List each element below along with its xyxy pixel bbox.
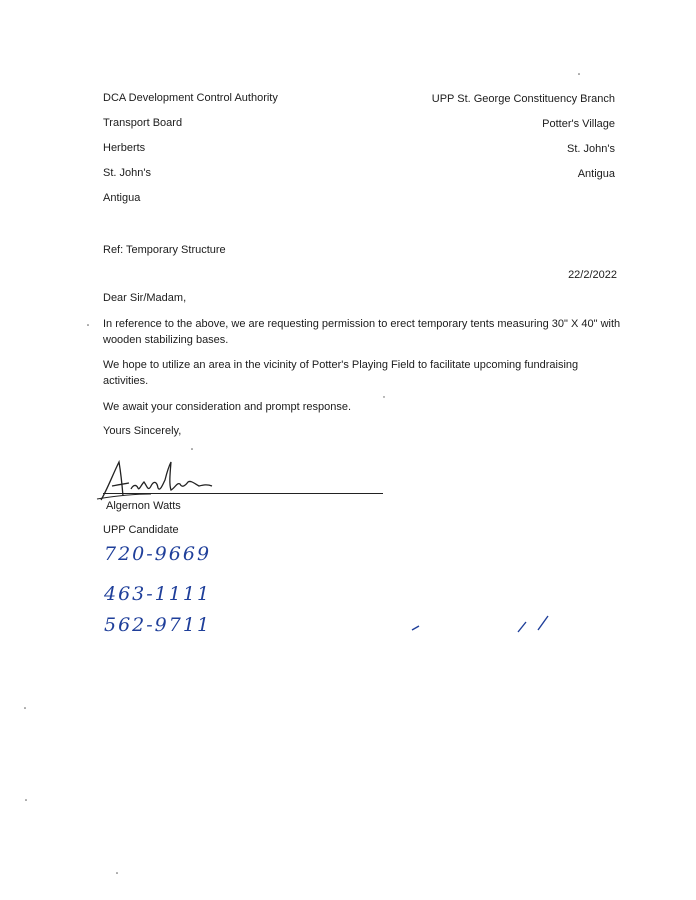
handwritten-phone-3: 562-9711	[104, 614, 212, 636]
sender-line-2: Potter's Village	[542, 118, 615, 130]
handwritten-phone-1: 720-9669	[104, 543, 212, 565]
recipient-line-1: DCA Development Control Authority	[103, 92, 278, 104]
closing: Yours Sincerely,	[103, 425, 182, 437]
salutation: Dear Sir/Madam,	[103, 292, 187, 304]
sender-line-3: St. John's	[567, 143, 615, 155]
body-paragraph-2: We hope to utilize an area in the vicinity of Potter's Playing Field to facilitate upcoming fundraising activities.	[103, 359, 579, 387]
recipient-line-3: Herberts	[103, 142, 146, 154]
recipient-line-5: Antigua	[103, 192, 141, 204]
body-paragraph-1: In reference to the above, we are requesting permission to erect temporary tents measuring 30" X 40" with wooden stabilizing bases.	[103, 318, 621, 346]
sender-line-4: Antigua	[577, 168, 615, 180]
signer-title: UPP Candidate	[103, 524, 179, 536]
body-paragraph-3: We await your consideration and prompt response.	[103, 401, 352, 413]
letter-date: 22/2/2022	[568, 269, 617, 281]
handwritten-phone-2: 463-1111	[104, 583, 212, 605]
reference-line: Ref: Temporary Structure	[103, 244, 226, 256]
signer-name: Algernon Watts	[106, 500, 181, 512]
recipient-line-4: St. John's	[103, 167, 151, 179]
recipient-line-2: Transport Board	[103, 117, 183, 129]
sender-line-1: UPP St. George Constituency Branch	[431, 93, 615, 105]
